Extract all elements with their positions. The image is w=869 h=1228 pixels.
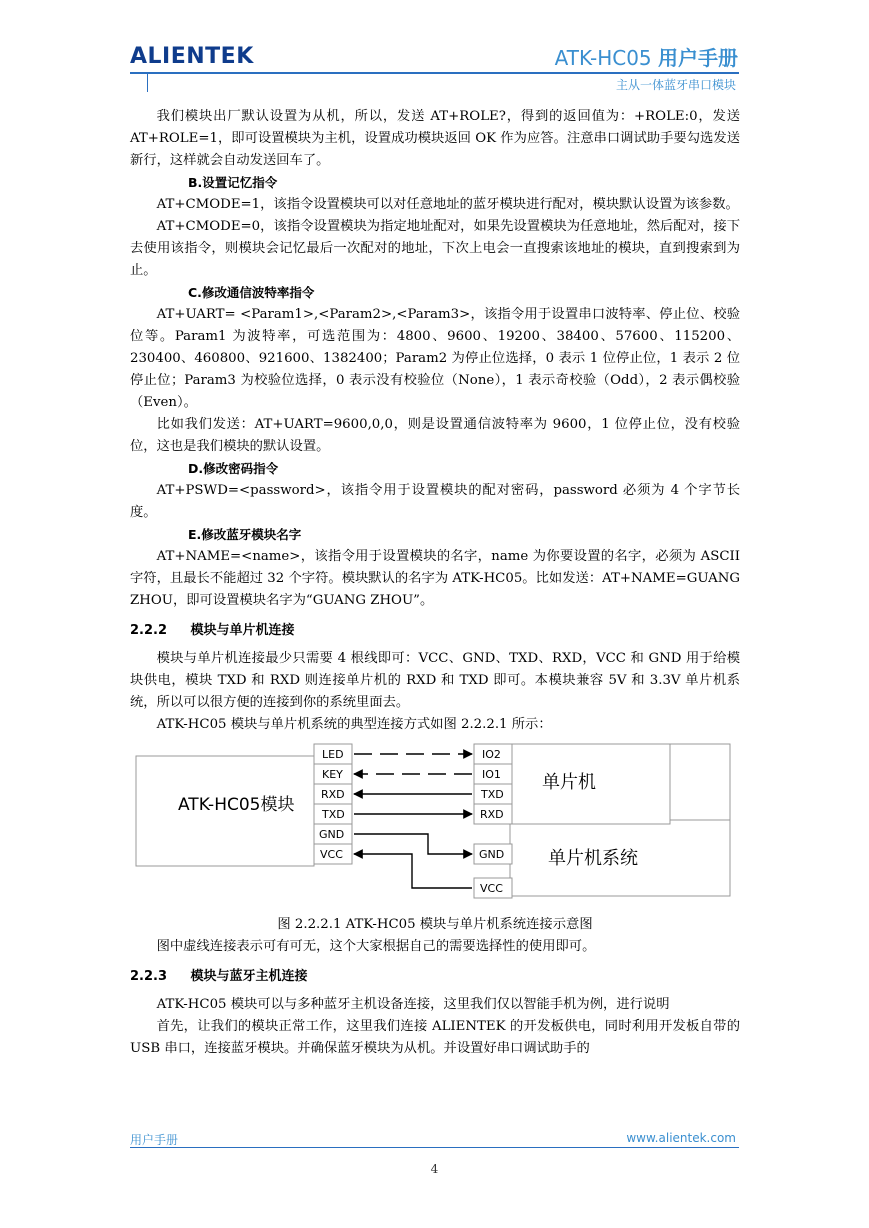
header-rule xyxy=(130,72,739,74)
heading-uart: C.修改通信波特率指令 xyxy=(188,285,315,300)
mcu-pin-group xyxy=(474,744,512,824)
title-rest: 用户手册 xyxy=(658,46,738,70)
paragraph-uart-example: 比如我们发送：AT+UART=9600,0,0，则是设置通信波特率为 9600，1 位停止位，没有校验位，这也是我们模块的默认设置。 xyxy=(130,417,740,454)
paragraph-pswd: AT+PSWD=<password>，该指令用于设置模块的配对密码，password 必须为 4 个字节长度。 xyxy=(130,483,740,520)
document-subtitle: 主从一体蓝牙串口模块 xyxy=(615,78,736,92)
module-pin-gnd: GND xyxy=(319,828,345,841)
footer-website-link[interactable]: www.alientek.com xyxy=(626,1131,736,1145)
wire-vcc xyxy=(354,854,472,888)
figure-caption: 图 2.2.2.1 ATK-HC05 模块与单片机系统连接示意图 xyxy=(277,917,593,932)
paragraph-figure-ref: ATK-HC05 模块与单片机系统的典型连接方式如图 2.2.2.1 所示： xyxy=(156,717,552,732)
section-number: 2.2.3 xyxy=(130,969,168,984)
module-pin-led: LED xyxy=(322,748,344,761)
paragraph-cmode-0: AT+CMODE=0，该指令设置模块为指定地址配对，如果先设置模块为任意地址，然后配对，接下去使用该指令，则模块会记忆最后一次配对的地址，下次上电会一直搜索该地址的模块，直到搜索到为止。 xyxy=(130,219,740,278)
mcu-label: 单片机 xyxy=(542,772,596,793)
heading-pswd: D.修改密码指令 xyxy=(188,461,279,476)
system-pin-group xyxy=(474,844,512,898)
mcu-pin-io2: IO2 xyxy=(482,748,501,761)
module-pin-group xyxy=(314,744,352,864)
paragraph-figure-note: 图中虚线连接表示可有可无，这个大家根据自己的需要选择性的使用即可。 xyxy=(156,939,596,954)
module-pin-key: KEY xyxy=(322,768,343,781)
module-pin-rxd: RXD xyxy=(321,788,345,801)
paragraph-name: AT+NAME=<name>，该指令用于设置模块的名字，name 为你要设置的名字，必须为 ASCII 字符，且最长不能超过 32 个字符。模块默认的名字为 ATK-HC05。比如发送：AT+NAME=GUANG ZHOU，即可设置模块名字为“GUANG ZHOU”。 xyxy=(130,549,740,608)
section-number: 2.2.2 xyxy=(130,623,168,638)
title-model: ATK-HC05 xyxy=(554,46,652,70)
paragraph-uart: AT+UART= <Param1>,<Param2>,<Param3>，该指令用于设置串口波特率、停止位、校验位等。Param1 为波特率，可选范围为：4800、9600、19200、38400、57600、115200、230400、460800、921600、1382400；Param2 为停止位选择，0 表示 1 位停止位，1 表示 2 位停止位；Param3 为校验位选择，0 表示没有校验位（None），1 表示奇校验（Odd），2 表示偶校验（Even）。 xyxy=(130,307,740,410)
mcu-pin-io1: IO1 xyxy=(482,768,501,781)
wire-gnd xyxy=(354,834,472,854)
module-pin-vcc: VCC xyxy=(320,848,343,861)
brand-logo: ALIENTEK xyxy=(130,44,254,69)
system-pin-vcc: VCC xyxy=(480,882,503,895)
heading-name: E.修改蓝牙模块名字 xyxy=(188,527,302,542)
paragraph-host-steps: 首先，让我们的模块正常工作，这里我们连接 ALIENTEK 的开发板供电，同时利用开发板自带的 USB 串口，连接蓝牙模块。并确保蓝牙模块为从机。并设置好串口调试助手的 xyxy=(130,1019,740,1056)
footer-rule xyxy=(130,1147,739,1148)
paragraph-role: 我们模块出厂默认设置为从机，所以，发送 AT+ROLE?，得到的返回值为：+ROLE:0，发送 AT+ROLE=1，即可设置模块为主机，设置成功模块返回 OK 作为应答。注意串口调试助手要勾选发送新行，这样就会自动发送回车了。 xyxy=(130,109,740,168)
heading-cmode: B.设置记忆指令 xyxy=(188,175,278,190)
mcu-pin-txd: TXD xyxy=(481,788,504,801)
footer-manual-label: 用户手册 xyxy=(130,1133,179,1147)
page-number: 4 xyxy=(430,1162,439,1176)
module-label: ATK-HC05模块 xyxy=(178,795,295,815)
wire-group xyxy=(354,754,472,888)
section-heading-2-2-3 xyxy=(130,966,740,988)
connection-diagram-svg xyxy=(130,742,740,912)
module-pin-txd: TXD xyxy=(322,808,345,821)
paragraph-host-intro: ATK-HC05 模块可以与多种蓝牙主机设备连接，这里我们仅以智能手机为例，进行说明 xyxy=(156,997,670,1012)
page-content xyxy=(130,106,740,1060)
system-label: 单片机系统 xyxy=(548,848,638,869)
document-title xyxy=(555,42,738,71)
section-heading-2-2-2 xyxy=(130,620,740,642)
mcu-pin-rxd: RXD xyxy=(480,808,504,821)
section-title: 模块与蓝牙主机连接 xyxy=(190,969,308,984)
section-title: 模块与单片机连接 xyxy=(190,623,295,638)
connection-diagram xyxy=(130,742,740,912)
paragraph-mcu-connection: 模块与单片机连接最少只需要 4 根线即可：VCC、GND、TXD、RXD，VCC 和 GND 用于给模块供电，模块 TXD 和 RXD 则连接单片机的 RXD 和 TXD 即可。本模块兼容 5V 和 3.3V 单片机系统，所以可以很方便的连接到你的系统里面去。 xyxy=(130,651,740,710)
paragraph-cmode-1: AT+CMODE=1，该指令设置模块可以对任意地址的蓝牙模块进行配对，模块默认设置为该参数。 xyxy=(156,197,739,212)
system-pin-gnd: GND xyxy=(479,848,505,861)
header-tick xyxy=(147,72,148,92)
